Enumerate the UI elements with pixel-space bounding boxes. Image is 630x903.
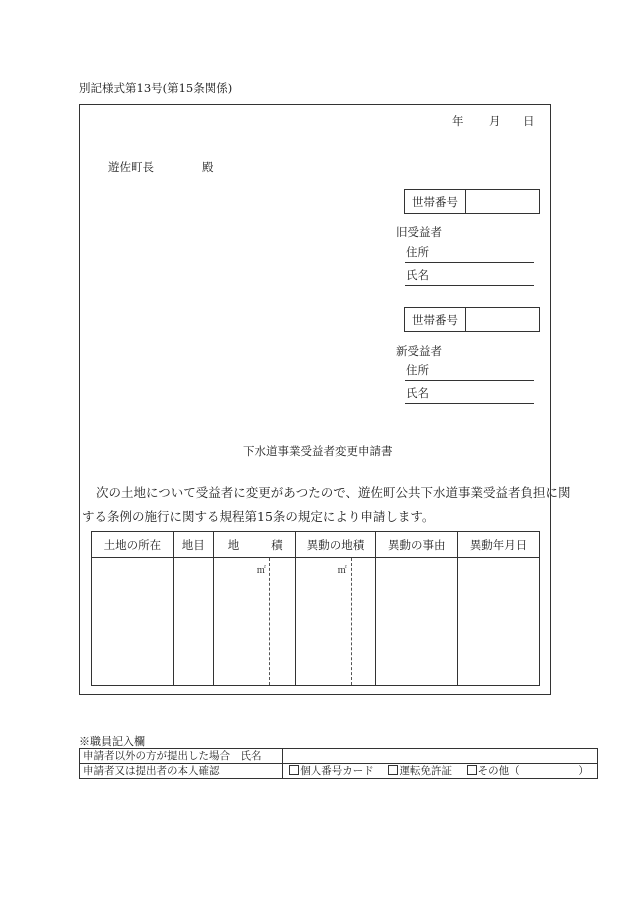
cell-area[interactable] [213, 558, 295, 686]
changed-area-unit-label: ㎡ [337, 566, 347, 576]
header-area [213, 532, 295, 558]
cell-changed-area[interactable] [295, 558, 376, 686]
decimal-divider [269, 558, 270, 685]
date-day-label: 日 [523, 114, 535, 128]
checkbox-my-number-card[interactable] [289, 765, 374, 777]
household-number-label: 世帯番号 [405, 308, 466, 331]
staff-section-title: ※職員記入欄 [79, 735, 145, 748]
name-label: 氏名 [406, 386, 429, 400]
household-number-label: 世帯番号 [405, 190, 466, 213]
staff-row-submitter [80, 749, 598, 764]
cell-lot-type[interactable] [173, 558, 213, 686]
old-household-number-box [404, 189, 540, 214]
date-year-label: 年 [452, 114, 464, 128]
staff-table [79, 748, 598, 779]
old-beneficiary-title: 旧受益者 [396, 225, 442, 239]
cell-reason[interactable] [376, 558, 458, 686]
submitter-name-field[interactable] [283, 749, 598, 764]
option-other-close: ） [578, 765, 589, 777]
identity-check-options [283, 764, 598, 779]
body-text-line1: 次の土地について受益者に変更があつたので、遊佐町公共下水道事業受益者負担に関 [96, 485, 571, 500]
checkbox-other[interactable] [467, 765, 520, 777]
addressee-name: 遊佐町長 [108, 160, 154, 174]
header-reason: 異動の事由 [376, 532, 458, 558]
form-number: 別記様式第13号(第15条関係) [79, 81, 233, 95]
cell-change-date[interactable] [458, 558, 540, 686]
address-label: 住所 [406, 245, 429, 259]
option-other-label: その他（ [477, 765, 520, 777]
name-label: 氏名 [406, 268, 429, 282]
checkbox-drivers-license[interactable] [388, 765, 452, 777]
decimal-divider [351, 558, 352, 685]
header-area-chi: 地 [227, 537, 240, 552]
land-table-row [92, 558, 540, 686]
area-unit-label: ㎡ [256, 566, 266, 576]
old-name-field[interactable] [405, 266, 534, 286]
new-household-number-box [404, 307, 540, 332]
submitter-name-label: 申請者以外の方が提出した場合 氏名 [80, 749, 283, 764]
staff-row-identity [80, 764, 598, 779]
header-location: 土地の所在 [92, 532, 174, 558]
new-name-field[interactable] [405, 384, 534, 404]
option-drivers-license-label: 運転免許証 [399, 765, 452, 777]
new-beneficiary-title: 新受益者 [396, 344, 442, 358]
header-lot-type: 地目 [173, 532, 213, 558]
header-changed-area: 異動の地積 [295, 532, 376, 558]
option-my-number-card-label: 個人番号カード [300, 765, 374, 777]
header-area-seki: 積 [271, 537, 283, 552]
checkbox-square-icon[interactable] [467, 765, 477, 775]
document-title: 下水道事業受益者変更申請書 [243, 444, 393, 458]
checkbox-square-icon[interactable] [388, 765, 398, 775]
land-table [91, 531, 540, 686]
cell-location[interactable] [92, 558, 174, 686]
identity-check-label: 申請者又は提出者の本人確認 [80, 764, 283, 779]
checkbox-square-icon[interactable] [289, 765, 299, 775]
new-address-field[interactable] [405, 361, 534, 381]
date-month-label: 月 [489, 114, 501, 128]
land-table-header [92, 532, 540, 558]
old-address-field[interactable] [405, 243, 534, 263]
addressee-honorific: 殿 [202, 160, 214, 174]
body-text-line2: する条例の施行に関する規程第15条の規定により申請します。 [82, 509, 435, 524]
header-change-date: 異動年月日 [458, 532, 540, 558]
address-label: 住所 [406, 363, 429, 377]
